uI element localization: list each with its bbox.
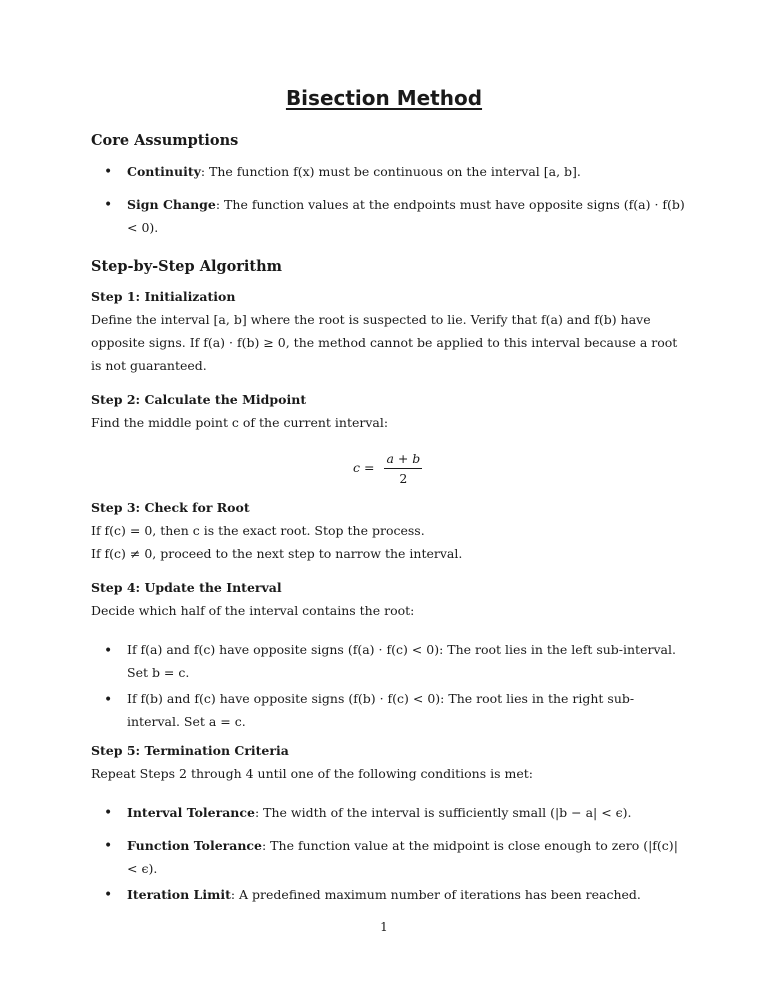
step3-heading: Step 3: Check for Root	[91, 500, 250, 515]
bullet-icon: •	[104, 164, 113, 180]
midpoint-formula: c = $\frac{a + b}{2}$	[353, 451, 421, 486]
step2-heading: Step 2: Calculate the Midpoint	[91, 392, 307, 407]
step5-heading: Step 5: Termination Criteria	[91, 743, 289, 758]
bullet-icon: •	[104, 197, 113, 213]
step4-item-right: If f(b) and f(c) have opposite signs (f(b) · f(c) < 0): The root lies in the right sub-interval. Set a = c.	[127, 691, 635, 729]
bullet-icon: •	[104, 887, 113, 903]
bullet-icon: •	[104, 805, 113, 821]
step5-text: Repeat Steps 2 through 4 until one of the following conditions is met:	[91, 766, 533, 781]
step4-heading: Step 4: Update the Interval	[91, 580, 282, 595]
core-assumptions-heading: Core Assumptions	[91, 132, 239, 149]
step5-item-iteration-limit: Iteration Limit: A predefined maximum number of iterations has been reached.	[127, 887, 641, 902]
step3-line1: If f(c) = 0, then c is the exact root. Stop the process.	[91, 523, 425, 538]
core-item-continuity: Continuity: The function f(x) must be continuous on the interval [a, b].	[127, 164, 581, 179]
core-item-sign-change: Sign Change: The function values at the endpoints must have opposite signs (f(a) · f(b) < 0).	[127, 197, 685, 235]
page-title: Bisection Method	[285, 86, 483, 110]
step5-item-function-tolerance: Function Tolerance: The function value at the midpoint is close enough to zero (|f(c)| < ϵ).	[127, 838, 678, 876]
step2-text: Find the middle point c of the current interval:	[91, 415, 389, 430]
step5-item-interval-tolerance: Interval Tolerance: The width of the interval is sufficiently small (|b − a| < ϵ).	[127, 805, 632, 820]
bullet-icon: •	[104, 838, 113, 854]
step4-item-left: If f(a) and f(c) have opposite signs (f(a) · f(c) < 0): The root lies in the left sub-interval. Set b = c.	[127, 642, 676, 680]
page-number: 1	[380, 920, 388, 934]
bullet-icon: •	[104, 643, 113, 659]
step1-text: Define the interval [a, b] where the root is suspected to lie. Verify that f(a) and f(b) have opposite signs. If f(a) · f(b) ≥ 0, the method cannot be applied to this interval because a root is not guaranteed.	[91, 312, 678, 373]
step3-line2: If f(c) ≠ 0, proceed to the next step to narrow the interval.	[91, 546, 463, 561]
algorithm-heading: Step-by-Step Algorithm	[91, 258, 283, 275]
step1-heading: Step 1: Initialization	[91, 289, 236, 304]
bullet-icon: •	[104, 692, 113, 708]
step4-text: Decide which half of the interval contains the root:	[91, 603, 415, 618]
